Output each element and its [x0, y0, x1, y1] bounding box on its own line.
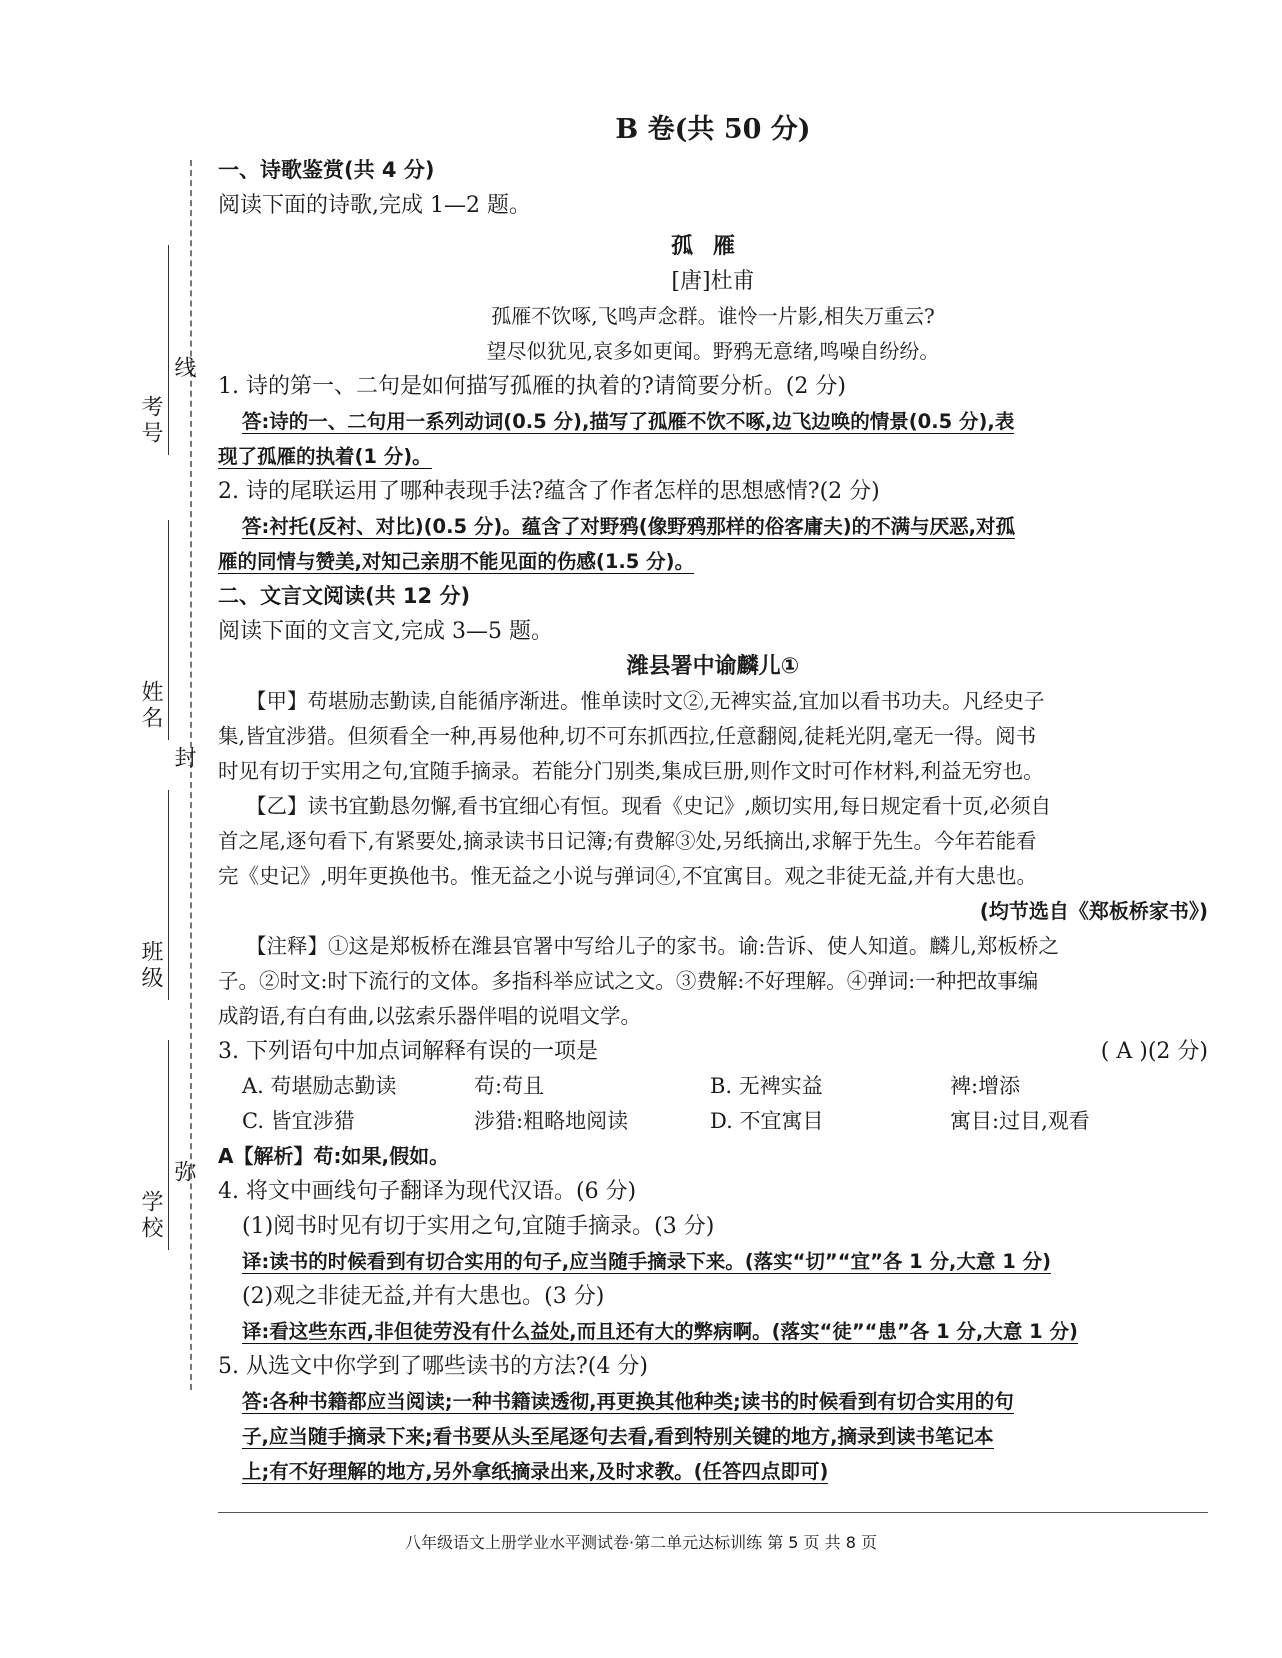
passage-yi-line-2: 首之尾,逐句看下,有紧要处,摘录读书日记簿;有费解③处,另纸摘出,求解于先生。今年若能看 — [218, 829, 1037, 853]
exam-number-blank — [168, 245, 169, 455]
answer-4-2: 译:看这些东西,非但徒劳没有什么益处,而且还有大的弊病啊。(落实“徒”“患”各 1 分,大意 1 分) — [242, 1320, 1078, 1343]
margin-label-line: 线 — [171, 356, 196, 382]
question-3-text: 3. 下列语句中加点词解释有误的一项是 — [218, 1039, 598, 1064]
option-d-explanation: 寓目:过目,观看 — [950, 1109, 1090, 1133]
section-1-heading: 一、诗歌鉴赏(共 4 分) — [218, 158, 435, 182]
passage-jia-line-3: 时见有切于实用之句,宜随手摘录。若能分门别类,集成巨册,则作文时可作材料,利益无穷也。 — [218, 759, 1044, 783]
page-footer: 八年级语文上册学业水平测试卷·第二单元达标训练 第 5 页 共 8 页 — [405, 1533, 877, 1552]
section-2-heading: 二、文言文阅读(共 12 分) — [218, 584, 471, 608]
option-b-explanation: 裨:增添 — [950, 1074, 1021, 1098]
question-3-answer: ( A )(2 分) — [1100, 1039, 1208, 1064]
class-blank — [168, 790, 169, 1000]
notes-line-1: 【注释】①这是郑板桥在潍县官署中写给儿子的家书。谕:告诉、使人知道。麟儿,郑板桥之 — [246, 934, 1059, 958]
footer-rule — [218, 1512, 1208, 1513]
passage-source: (均节选自《郑板桥家书》) — [979, 899, 1208, 923]
poem-line-2: 望尽似犹见,哀多如更闻。野鸦无意绪,鸣噪自纷纷。 — [486, 339, 940, 363]
option-d: D. 不宜寓目 — [710, 1109, 824, 1133]
poem-line-1: 孤雁不饮啄,飞鸣声念群。谁怜一片影,相失万重云? — [491, 304, 935, 328]
question-4-2: (2)观之非徒无益,并有大患也。(3 分) — [242, 1284, 605, 1309]
passage-jia-line-2: 集,皆宜涉猎。但须看全一种,再易他种,切不可东抓西拉,任意翻阅,徒耗光阴,毫无一得。阅书 — [218, 724, 1037, 748]
question-5: 5. 从选文中你学到了哪些读书的方法?(4 分) — [218, 1354, 648, 1379]
answer-1-line-2: 现了孤雁的执着(1 分)。 — [218, 445, 432, 468]
name-blank — [168, 520, 169, 740]
question-3-options-row-2 — [218, 1104, 1208, 1139]
question-3-options-row-1 — [218, 1069, 1208, 1104]
notes-line-2: 子。②时文:时下流行的文体。多指科举应试之文。③费解:不好理解。④弹词:一种把故事编 — [218, 969, 1039, 993]
school-blank — [168, 1040, 169, 1250]
question-4: 4. 将文中画线句子翻译为现代汉语。(6 分) — [218, 1179, 637, 1204]
answer-2-line-1: 答:衬托(反衬、对比)(0.5 分)。蕴含了对野鸦(像野鸦那样的俗客庸夫)的不满与厌恶,对孤 — [242, 515, 1016, 538]
option-a-explanation: 苟:苟且 — [474, 1074, 545, 1098]
margin-label-class: 班级 — [138, 940, 163, 992]
answer-1-line-1: 答:诗的一、二句用一系列动词(0.5 分),描写了孤雁不饮不啄,边飞边唤的情景(0.5 分),表 — [242, 410, 1015, 433]
answer-5-line-2: 子,应当随手摘录下来;看书要从头至尾逐句去看,看到特别关键的地方,摘录到读书笔记本 — [242, 1425, 994, 1448]
page-title: B 卷(共 50 分) — [615, 114, 811, 145]
option-a: A. 苟堪励志勤读 — [242, 1074, 397, 1098]
question-2: 2. 诗的尾联运用了哪种表现手法?蕴含了作者怎样的思想感情?(2 分) — [218, 479, 880, 504]
margin-label-exam-number: 考号 — [138, 395, 163, 447]
question-4-1: (1)阅书时见有切于实用之句,宜随手摘录。(3 分) — [242, 1214, 715, 1239]
option-c: C. 皆宜涉猎 — [242, 1109, 355, 1133]
binding-dashed-line — [190, 160, 192, 1390]
answer-2-line-2: 雁的同情与赞美,对知己亲朋不能见面的伤感(1.5 分)。 — [218, 550, 695, 573]
question-1: 1. 诗的第一、二句是如何描写孤雁的执着的?请简要分析。(2 分) — [218, 374, 846, 399]
exam-content — [218, 112, 1208, 1489]
margin-label-seal: 封 — [171, 746, 196, 772]
question-3 — [218, 1034, 1208, 1069]
notes-line-3: 成韵语,有白有曲,以弦索乐器伴唱的说唱文学。 — [218, 1004, 642, 1028]
answer-5-line-3: 上;有不好理解的地方,另外拿纸摘录出来,及时求教。(任答四点即可) — [242, 1460, 829, 1483]
margin-label-school: 学校 — [138, 1190, 163, 1242]
poem-title: 孤雁 — [670, 234, 755, 259]
passage-yi-line-3: 完《史记》,明年更换他书。惟无益之小说与弹词④,不宜寓目。观之非徒无益,并有大患也。 — [218, 864, 1038, 888]
margin-label-name: 姓名 — [138, 680, 163, 732]
option-b: B. 无裨实益 — [710, 1074, 823, 1098]
section-2-instruction: 阅读下面的文言文,完成 3—5 题。 — [218, 619, 553, 644]
passage-jia-line-1: 【甲】苟堪励志勤读,自能循序渐进。惟单读时文②,无裨实益,宜加以看书功夫。凡经史子 — [246, 689, 1045, 713]
question-3-analysis: A【解析】苟:如果,假如。 — [218, 1144, 450, 1168]
passage-yi-line-1: 【乙】读书宜勤恳勿懈,看书宜细心有恒。现看《史记》,颇切实用,每日规定看十页,必须自 — [246, 794, 1052, 818]
option-c-explanation: 涉猎:粗略地阅读 — [474, 1109, 629, 1133]
answer-4-1: 译:读书的时候看到有切合实用的句子,应当随手摘录下来。(落实“切”“宜”各 1 分,大意 1 分) — [242, 1250, 1051, 1273]
poem-author: [唐]杜甫 — [671, 269, 755, 294]
passage-title: 潍县署中谕麟儿① — [626, 654, 800, 679]
answer-5-line-1: 答:各种书籍都应当阅读;一种书籍读透彻,再更换其他种类;读书的时候看到有切合实用的句 — [242, 1390, 1014, 1413]
margin-label-seal-2: 弥 — [171, 1160, 196, 1186]
section-1-instruction: 阅读下面的诗歌,完成 1—2 题。 — [218, 193, 531, 218]
